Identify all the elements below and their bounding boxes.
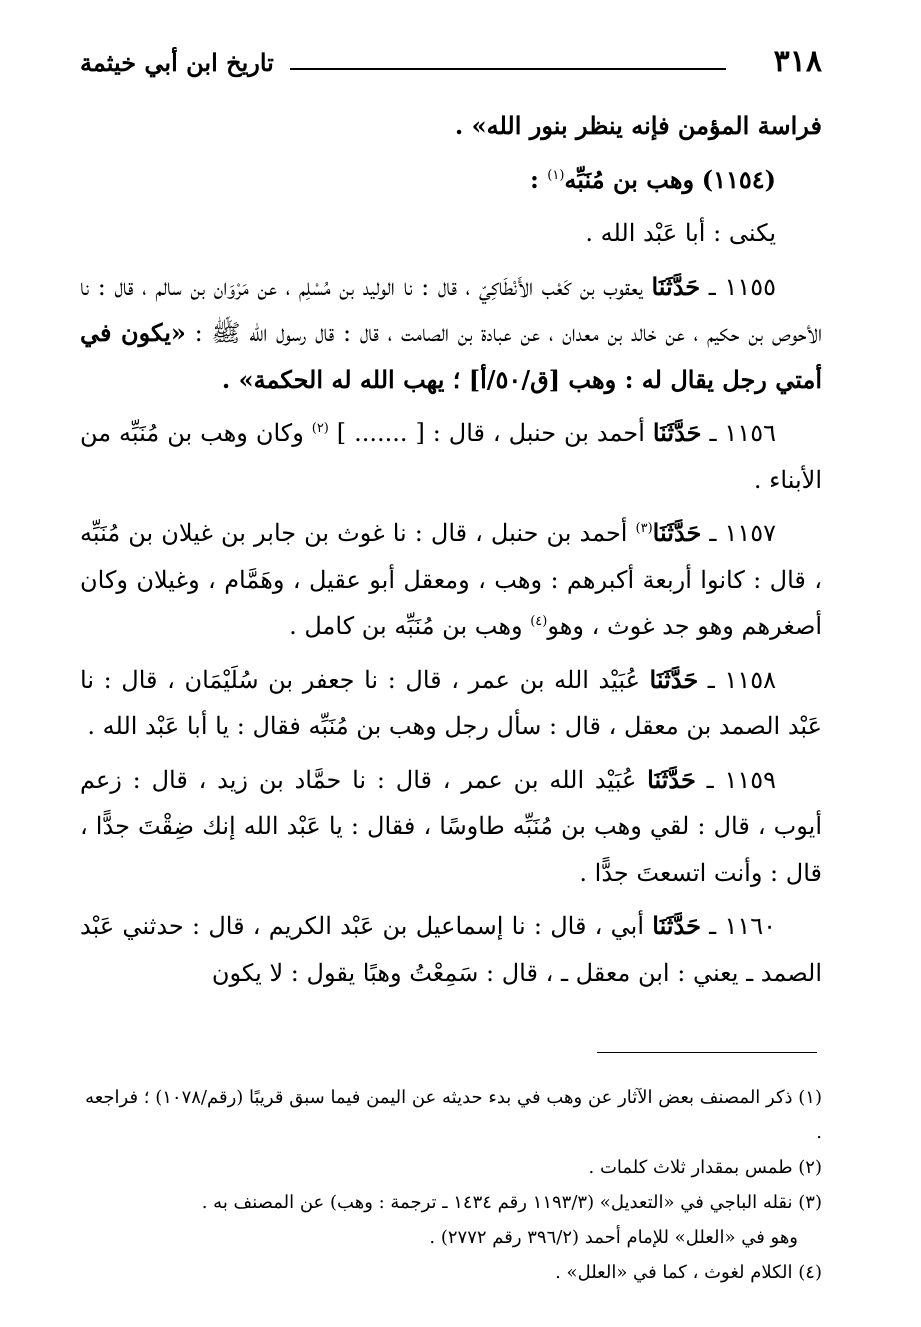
entry-end: : <box>530 164 548 194</box>
text-bold: فراسة المؤمن فإنه ينظر بنور الله» . <box>454 111 822 140</box>
hadith-1156 <box>80 410 822 503</box>
page-header <box>80 38 822 88</box>
footnote-3-continuation: وهو في «العلل» للإمام أحمد (٣٩٦/٢ رقم ٢٧٧٢) . <box>429 1227 798 1248</box>
hadith-number: ١١٥٦ ـ <box>701 419 776 447</box>
hadith-text: أحمد بن حنبل ، قال : نا غوث بن جابر بن غيلان بن مُنَبِّه ، قال : كانوا أربعة أكبرهم : وهب ، ومعقل أبو عقيل ، وهَمَّام ، وغيلان وكان أصغرهم وهو جد غوث ، وهو <box>80 519 822 640</box>
footnotes <box>80 1080 822 1290</box>
hadith-number: ١١٦٠ ـ <box>700 912 776 940</box>
hadith-lead: حَدَّثَنَا <box>649 664 699 694</box>
main-text <box>80 103 822 1003</box>
book-title: تاريخ ابن أبي خيثمة <box>80 48 274 77</box>
hadith-text: عُبَيْد الله بن عمر ، قال : نا حمَّاد بن زيد ، قال : زعم أيوب ، قال : لقي وهب بن مُنَبِّه طاوسًا ، فقال : يا عَبْد الله إنك ضِقْتَ جدًّا ، قال : وأنت اتسعتَ جدًّا . <box>80 765 822 887</box>
hadith-number: ١١٥٧ ـ <box>701 519 776 547</box>
hadith-lead: حَدَّثَنَا <box>652 418 702 447</box>
footnote-3: (٣) نقله الباجي في «التعديل» (١١٩٣/٣ رقم ١٤٣٤ ـ ترجمة : وهب) عن المصنف به . <box>201 1192 822 1213</box>
header-rule <box>290 68 726 70</box>
kunya-text: يكنى : أبا عَبْد الله . <box>585 219 776 247</box>
hadith-1160 <box>80 903 822 996</box>
hadith-lead: حَدَّثَنَا <box>647 764 696 794</box>
hadith-text: أبي ، قال : نا إسماعيل بن عَبْد الكريم ، قال : حدثني عَبْد الصمد ـ يعني : ابن معقل ـ ، قال : سَمِعْتُ وهبًا يقول : لا يكون <box>80 912 822 987</box>
page-number: ٣١٨ <box>773 44 822 79</box>
footnote-ref: (٣) <box>635 521 653 536</box>
hadith-number: ١١٥٨ ـ <box>698 665 776 694</box>
footnote-4: (٤) الكلام لغوث ، كما في «العلل» . <box>555 1262 822 1283</box>
footnote-rule <box>597 1052 817 1053</box>
hadith-lead: حَدَّثَنَا <box>651 271 701 301</box>
hadith-text: وهب بن مُنَبِّه بن كامل . <box>289 612 531 640</box>
footnote-ref: (١) <box>547 167 565 183</box>
footnote-ref: (٢) <box>311 421 329 436</box>
hadith-text: أحمد بن حنبل ، قال : [ ....... ] <box>328 419 653 447</box>
hadith-lead: حَدَّثَنَا <box>652 518 702 547</box>
hadith-1158 <box>80 657 822 750</box>
hadith-text: يعقوب بن كَعْب الأَنْطَاكِيّ ، قال : نا الوليد بن مُسْلِم ، عن مَرْوَان بن سالم ، قال : نا الأحوص بن حكيم ، عن خالد بن معدان ، عن عبادة بن الصامت ، قال : قال رسول الله ﷺ : <box>80 272 822 347</box>
hadith-text: وكان وهب بن مُنَبِّه من الأبناء . <box>80 419 822 494</box>
hadith-1157 <box>80 510 822 650</box>
hadith-number: ١١٥٥ ـ <box>700 272 776 301</box>
hadith-matn-end: ؛ يهب الله له الحكمة» . <box>221 364 461 394</box>
paragraph-continuation <box>80 103 822 150</box>
folio-marker: [ق/٥٠/أ] <box>460 364 569 394</box>
hadith-1155 <box>80 264 822 404</box>
entry-name: وهب بن مُنَبِّه <box>564 164 695 194</box>
footnote-1: (١) ذكر المصنف بعض الآثار عن وهب في بدء حديثه عن اليمن فيما سبق قريبًا (رقم/١٠٧٨) ؛ فراجعه . <box>85 1087 822 1143</box>
footnote-2: (٢) طمس بمقدار ثلاث كلمات . <box>588 1157 822 1178</box>
footnote-ref: (٤) <box>530 614 548 629</box>
entry-number: (١١٥٤) <box>701 164 776 194</box>
kunya-line <box>80 210 822 257</box>
hadith-text: عُبَيْد الله بن عمر ، قال : نا جعفر بن سُلَيْمَان ، قال : نا عَبْد الصمد بن معقل ، قال : سأل رجل وهب بن مُنَبِّه فقال : يا أبا عَبْد الله . <box>80 665 822 740</box>
entry-heading-1154 <box>80 157 822 204</box>
hadith-matn: «يكون في أمتي رجل يقال له : وهب <box>80 318 822 394</box>
hadith-number: ١١٥٩ ـ <box>695 765 776 794</box>
hadith-1159 <box>80 757 822 897</box>
hadith-lead: حَدَّثَنَا <box>652 911 701 940</box>
